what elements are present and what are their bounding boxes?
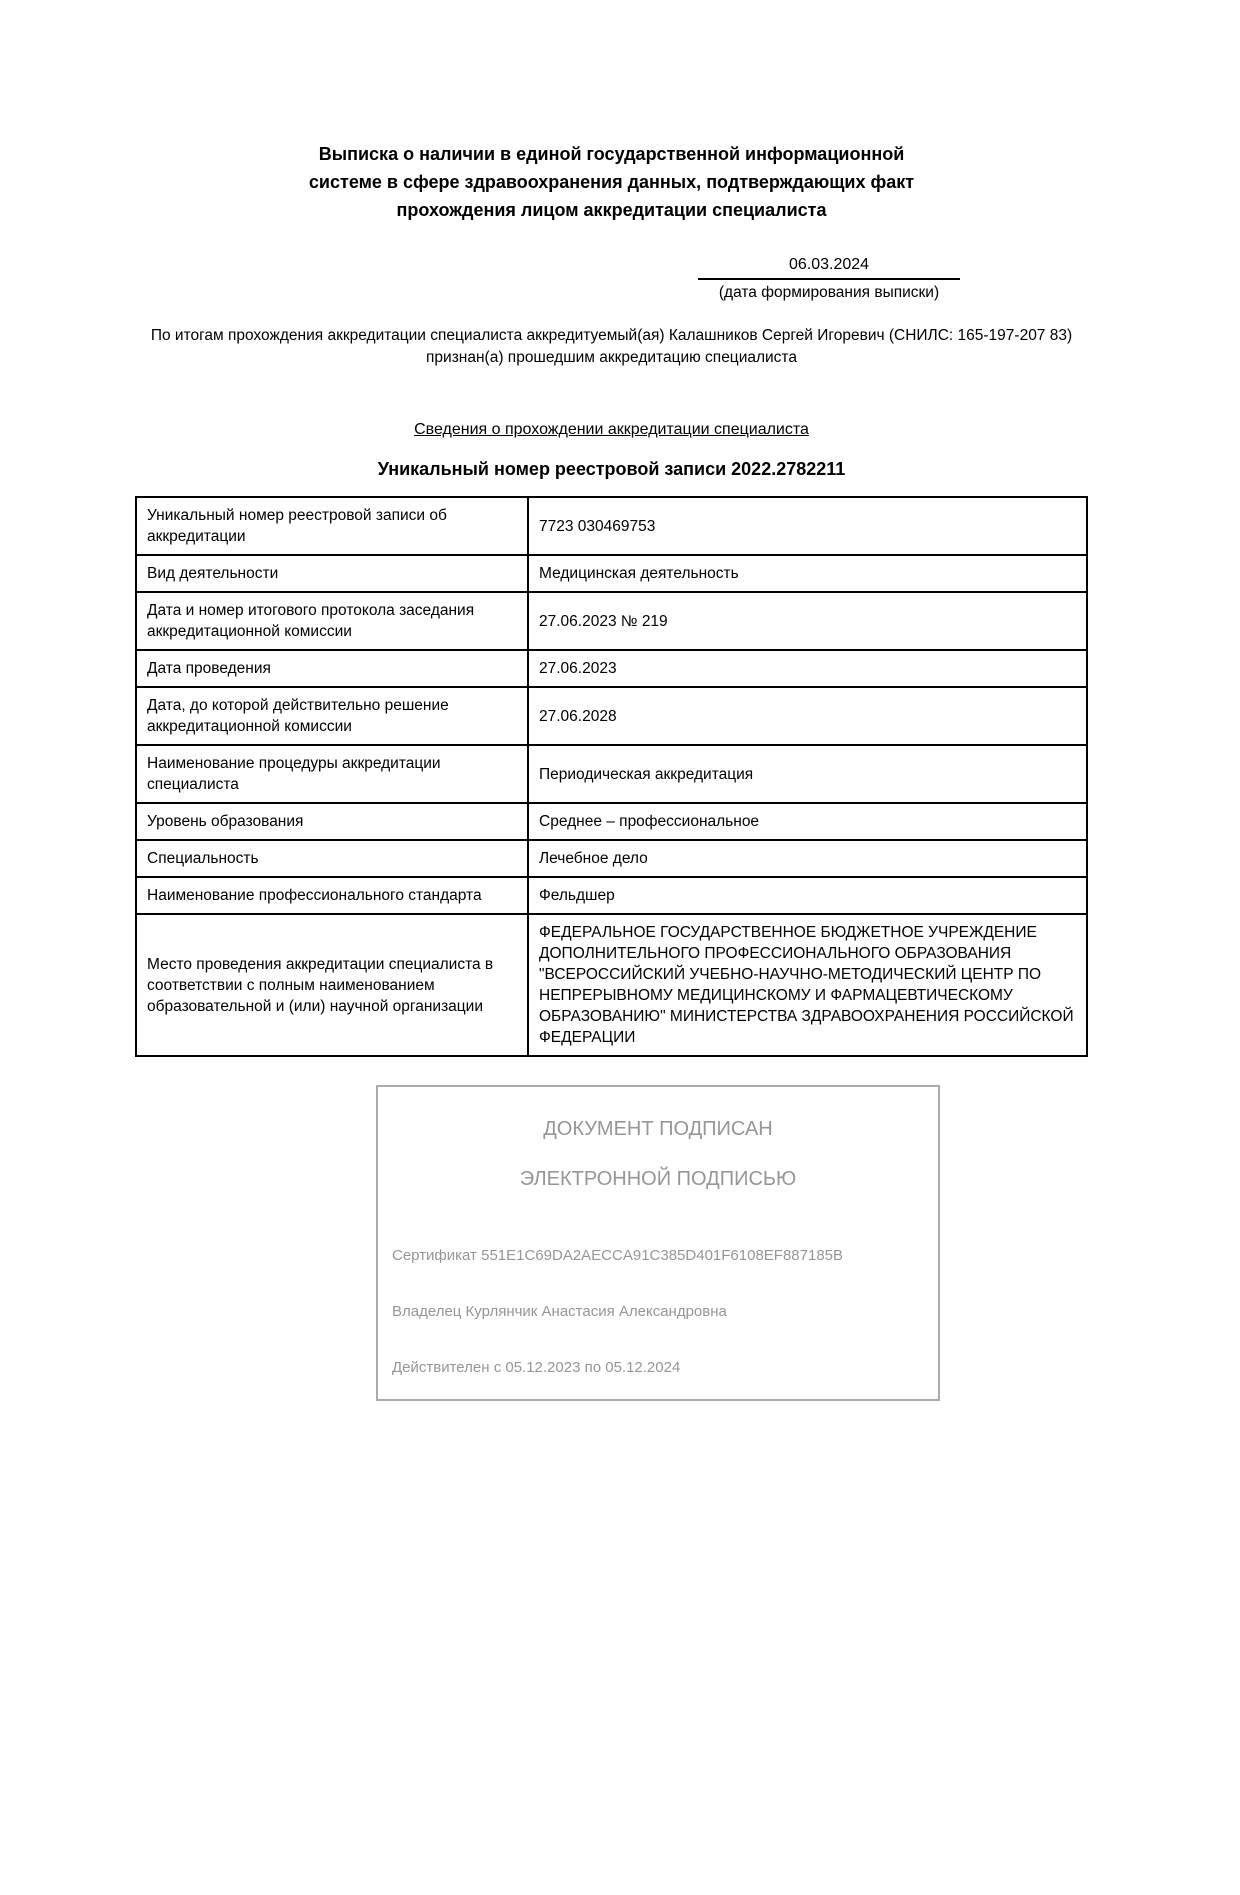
row-value: 27.06.2023 № 219: [528, 592, 1087, 650]
row-value: Среднее – профессиональное: [528, 803, 1087, 840]
row-label: Дата, до которой действительно решение аккредитационной комиссии: [136, 687, 528, 745]
electronic-signature-stamp: [376, 1085, 940, 1401]
table-row: [136, 687, 1087, 745]
row-label: Уникальный номер реестровой записи об аккредитации: [136, 497, 528, 555]
registry-number-heading: Уникальный номер реестровой записи 2022.2782211: [377, 459, 846, 479]
owner-line: Владелец Курлянчик Анастасия Александровна: [392, 1303, 727, 1320]
row-label: Специальность: [136, 840, 528, 877]
table-row: [136, 592, 1087, 650]
formation-date-caption: (дата формирования выписки): [718, 284, 940, 301]
table-row: [136, 497, 1087, 555]
row-label: Наименование профессионального стандарта: [136, 877, 528, 914]
document-content: [0, 140, 1240, 1401]
signature-title-line2: ЭЛЕКТРОННОЙ ПОДПИСЬЮ: [519, 1168, 797, 1190]
formation-date-block: [698, 254, 960, 303]
certificate-line: Сертификат 551E1C69DA2AECCA91C385D401F6108EF887185B: [392, 1247, 844, 1264]
validity-line: Действителен с 05.12.2023 по 05.12.2024: [392, 1359, 681, 1376]
table-row: [136, 914, 1087, 1056]
row-value: 7723 030469753: [528, 497, 1087, 555]
row-value: Фельдшер: [528, 877, 1087, 914]
formation-date: 06.03.2024: [698, 254, 960, 280]
table-row: [136, 745, 1087, 803]
row-label: Дата и номер итогового протокола заседания аккредитационной комиссии: [136, 592, 528, 650]
section-heading: Сведения о прохождении аккредитации специалиста: [414, 421, 809, 438]
table-row: [136, 650, 1087, 687]
row-label: Наименование процедуры аккредитации специалиста: [136, 745, 528, 803]
table-row: [136, 840, 1087, 877]
row-label: Уровень образования: [136, 803, 528, 840]
row-label: Дата проведения: [136, 650, 528, 687]
table-row: [136, 803, 1087, 840]
table-row: [136, 555, 1087, 592]
document-title: Выписка о наличии в единой государственной информационной системе в сфере здравоохранения данных, подтверждающих факт прохождения лицом аккредитации специалиста: [308, 144, 915, 220]
table-row: [136, 877, 1087, 914]
row-value: 27.06.2028: [528, 687, 1087, 745]
document-page: [0, 140, 1240, 1895]
signature-title-line1: ДОКУМЕНТ ПОДПИСАН: [543, 1118, 773, 1140]
intro-paragraph: По итогам прохождения аккредитации специалиста аккредитуемый(ая) Калашников Сергей Игоревич (СНИЛС: 165-197-207 83) признан(а) прошедшим аккредитацию специалиста: [150, 327, 1073, 366]
row-value: 27.06.2023: [528, 650, 1087, 687]
row-label: Место проведения аккредитации специалиста в соответствии с полным наименованием образовательной и (или) научной организации: [136, 914, 528, 1056]
row-value: Медицинская деятельность: [528, 555, 1087, 592]
row-label: Вид деятельности: [136, 555, 528, 592]
row-value: Периодическая аккредитация: [528, 745, 1087, 803]
row-value: Лечебное дело: [528, 840, 1087, 877]
accreditation-table: [135, 496, 1088, 1057]
row-value: ФЕДЕРАЛЬНОЕ ГОСУДАРСТВЕННОЕ БЮДЖЕТНОЕ УЧРЕЖДЕНИЕ ДОПОЛНИТЕЛЬНОГО ПРОФЕССИОНАЛЬНОГО ОБРАЗОВАНИЯ "ВСЕРОССИЙСКИЙ УЧЕБНО-НАУЧНО-МЕТОДИЧЕСКИЙ ЦЕНТР ПО НЕПРЕРЫВНОМУ МЕДИЦИНСКОМУ И ФАРМАЦЕВТИЧЕСКОМУ ОБРАЗОВАНИЮ" МИНИСТЕРСТВА ЗДРАВООХРАНЕНИЯ РОССИЙСКОЙ ФЕДЕРАЦИИ: [528, 914, 1087, 1056]
